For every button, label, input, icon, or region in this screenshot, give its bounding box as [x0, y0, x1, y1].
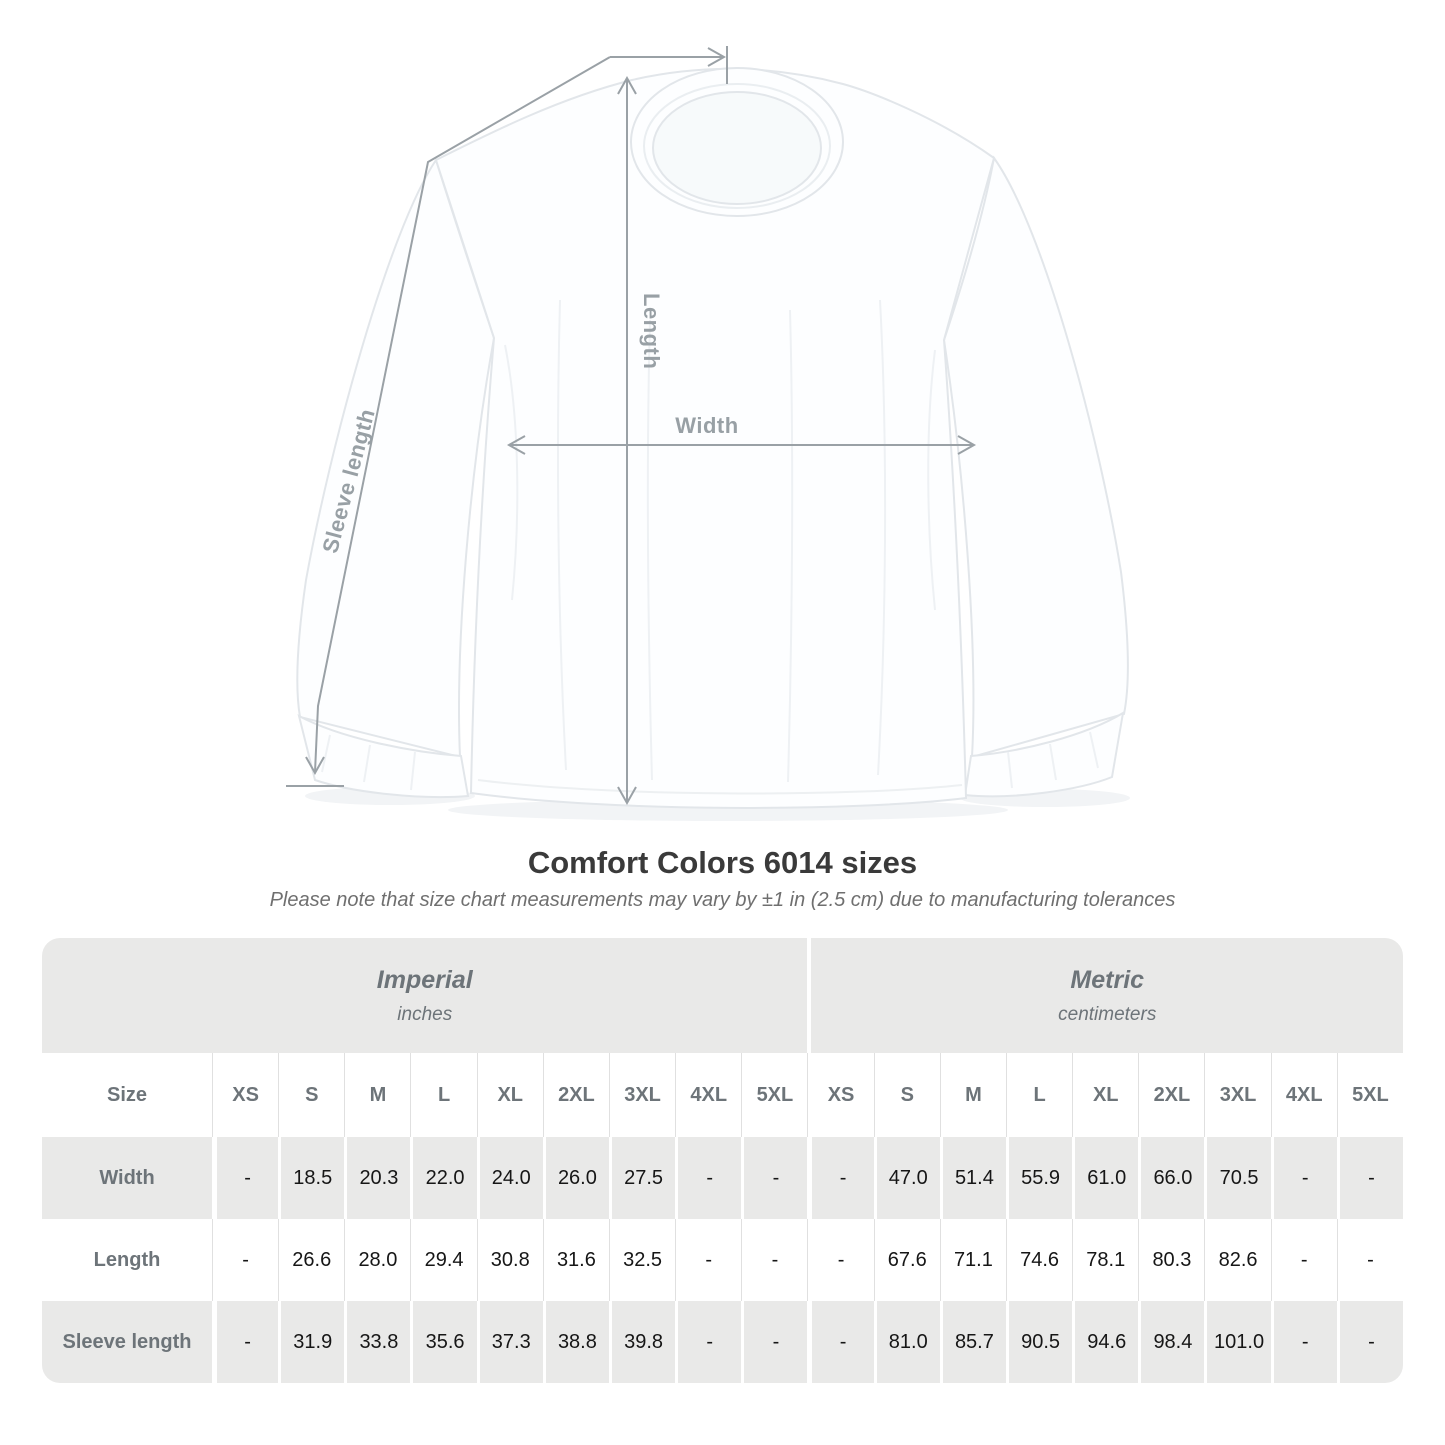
length-measure-label: Length	[639, 293, 664, 370]
size-table	[42, 938, 1403, 1383]
imperial-value-cell: 39.8	[609, 1301, 675, 1383]
imperial-value-cell: 32.5	[609, 1219, 675, 1301]
imperial-value-cell: 26.0	[543, 1137, 609, 1219]
metric-value-cell: 70.5	[1204, 1137, 1270, 1219]
imperial-value-cell: 33.8	[344, 1301, 410, 1383]
imperial-value-cell: 22.0	[410, 1137, 476, 1219]
metric-value-cell: 94.6	[1072, 1301, 1138, 1383]
row-label: Width	[42, 1137, 212, 1219]
metric-value-cell: 55.9	[1006, 1137, 1072, 1219]
size-header-imperial-m: M	[344, 1053, 410, 1137]
metric-unit-name: Metric	[1070, 965, 1145, 994]
metric-value-cell: 61.0	[1072, 1137, 1138, 1219]
metric-value-cell: -	[1271, 1137, 1337, 1219]
imperial-value-cell: -	[741, 1219, 807, 1301]
size-header-metric-m: M	[940, 1053, 1006, 1137]
imperial-value-cell: -	[741, 1137, 807, 1219]
size-header-imperial-xs: XS	[212, 1053, 278, 1137]
metric-value-cell: 66.0	[1138, 1137, 1204, 1219]
size-header-metric-xl: XL	[1072, 1053, 1138, 1137]
metric-value-cell: -	[1337, 1219, 1403, 1301]
imperial-value-cell: -	[741, 1301, 807, 1383]
imperial-value-cell: 28.0	[344, 1219, 410, 1301]
metric-value-cell: 82.6	[1204, 1219, 1270, 1301]
imperial-value-cell: 18.5	[278, 1137, 344, 1219]
metric-value-cell: -	[807, 1301, 873, 1383]
imperial-value-cell: 20.3	[344, 1137, 410, 1219]
metric-value-cell: 67.6	[874, 1219, 940, 1301]
metric-value-cell: 81.0	[874, 1301, 940, 1383]
metric-value-cell: -	[1337, 1301, 1403, 1383]
imperial-value-cell: 37.3	[477, 1301, 543, 1383]
size-header-metric-l: L	[1006, 1053, 1072, 1137]
size-header-metric-3xl: 3XL	[1204, 1053, 1270, 1137]
size-header-imperial-xl: XL	[477, 1053, 543, 1137]
metric-unit-header	[807, 938, 1403, 1053]
size-header-metric-xs: XS	[807, 1053, 873, 1137]
imperial-value-cell: 38.8	[543, 1301, 609, 1383]
row-label: Length	[42, 1219, 212, 1301]
size-header-metric-5xl: 5XL	[1337, 1053, 1403, 1137]
page-title: Comfort Colors 6014 sizes	[527, 845, 918, 880]
imperial-value-cell: 26.6	[278, 1219, 344, 1301]
sleeve-length-measure-label: Sleeve length	[317, 405, 380, 556]
imperial-unit-header	[42, 938, 807, 1053]
imperial-value-cell: -	[212, 1301, 278, 1383]
metric-value-cell: 47.0	[874, 1137, 940, 1219]
metric-value-cell: -	[1271, 1301, 1337, 1383]
imperial-value-cell: 30.8	[477, 1219, 543, 1301]
imperial-value-cell: -	[675, 1137, 741, 1219]
metric-value-cell: 80.3	[1138, 1219, 1204, 1301]
size-header-imperial-3xl: 3XL	[609, 1053, 675, 1137]
imperial-value-cell: 35.6	[410, 1301, 476, 1383]
metric-value-cell: 78.1	[1072, 1219, 1138, 1301]
metric-value-cell: -	[807, 1219, 873, 1301]
size-column-header: Size	[42, 1053, 212, 1137]
imperial-value-cell: 27.5	[609, 1137, 675, 1219]
metric-value-cell: -	[1271, 1219, 1337, 1301]
size-header-metric-4xl: 4XL	[1271, 1053, 1337, 1137]
width-measure-label: Width	[675, 413, 739, 438]
tolerance-note: Please note that size chart measurements may vary by ±1 in (2.5 cm) due to manufacturing tolerances	[269, 889, 1176, 911]
imperial-unit-name: Imperial	[376, 965, 473, 994]
metric-value-cell: 101.0	[1204, 1301, 1270, 1383]
imperial-value-cell: 31.6	[543, 1219, 609, 1301]
size-header-imperial-5xl: 5XL	[741, 1053, 807, 1137]
metric-value-cell: -	[1337, 1137, 1403, 1219]
size-header-imperial-4xl: 4XL	[675, 1053, 741, 1137]
metric-unit-sub: centimeters	[1058, 1003, 1157, 1025]
size-header-imperial-l: L	[410, 1053, 476, 1137]
imperial-value-cell: -	[212, 1137, 278, 1219]
metric-value-cell: 71.1	[940, 1219, 1006, 1301]
imperial-value-cell: 31.9	[278, 1301, 344, 1383]
size-header-imperial-2xl: 2XL	[543, 1053, 609, 1137]
size-header-metric-s: S	[874, 1053, 940, 1137]
metric-value-cell: 74.6	[1006, 1219, 1072, 1301]
size-header-metric-2xl: 2XL	[1138, 1053, 1204, 1137]
imperial-value-cell: -	[212, 1219, 278, 1301]
imperial-value-cell: 29.4	[410, 1219, 476, 1301]
size-header-imperial-s: S	[278, 1053, 344, 1137]
imperial-value-cell: -	[675, 1219, 741, 1301]
metric-value-cell: -	[807, 1137, 873, 1219]
imperial-value-cell: -	[675, 1301, 741, 1383]
metric-value-cell: 98.4	[1138, 1301, 1204, 1383]
metric-value-cell: 85.7	[940, 1301, 1006, 1383]
imperial-unit-sub: inches	[397, 1003, 453, 1025]
row-label: Sleeve length	[42, 1301, 212, 1383]
metric-value-cell: 90.5	[1006, 1301, 1072, 1383]
imperial-value-cell: 24.0	[477, 1137, 543, 1219]
metric-value-cell: 51.4	[940, 1137, 1006, 1219]
